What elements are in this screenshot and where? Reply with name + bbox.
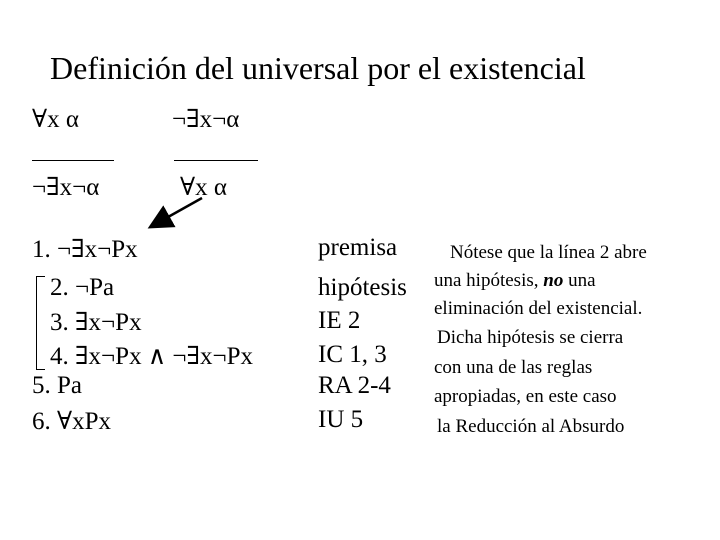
justification-4: IC 1, 3 xyxy=(318,341,387,368)
note-line-7: la Reducción al Absurdo xyxy=(437,416,625,437)
rule-left-premise: ∀x α xyxy=(32,106,79,133)
justification-3: IE 2 xyxy=(318,307,361,334)
justification-1: premisa xyxy=(318,234,398,261)
note-line-2-start: una hipótesis, xyxy=(434,270,544,291)
note-line-3: eliminación del existencial. xyxy=(434,298,643,319)
note-line-5: con una de las reglas xyxy=(434,357,593,378)
note-emphasis: no xyxy=(543,270,564,291)
justification-2: hipótesis xyxy=(318,274,407,301)
note-line-2-end: una xyxy=(563,270,596,291)
justification-5: RA 2-4 xyxy=(318,372,391,399)
note-line-6: apropiadas, en este caso xyxy=(434,386,617,407)
proof-line-6: 6. ∀xPx xyxy=(32,408,111,435)
page-title: Definición del universal por el existencial xyxy=(50,50,586,86)
proof-line-1: 1. ¬∃x¬Px xyxy=(32,236,138,263)
note-line-1: Nótese que la línea 2 abre xyxy=(450,242,647,263)
rule-right-premise: ¬∃x¬α xyxy=(172,106,240,133)
proof-line-3: 3. ∃x¬Px xyxy=(50,309,142,336)
note-line-2 xyxy=(434,270,596,292)
rule-right-conclusion: ∀x α xyxy=(180,174,227,201)
note-line-4: Dicha hipótesis se cierra xyxy=(437,327,624,348)
proof-line-2: 2. ¬Pa xyxy=(50,274,115,301)
justification-6: IU 5 xyxy=(318,406,364,433)
proof-line-5: 5. Pa xyxy=(32,372,82,399)
proof-line-4: 4. ∃x¬Px ∧ ¬∃x¬Px xyxy=(50,343,254,370)
rule-left-conclusion: ¬∃x¬α xyxy=(32,174,100,201)
